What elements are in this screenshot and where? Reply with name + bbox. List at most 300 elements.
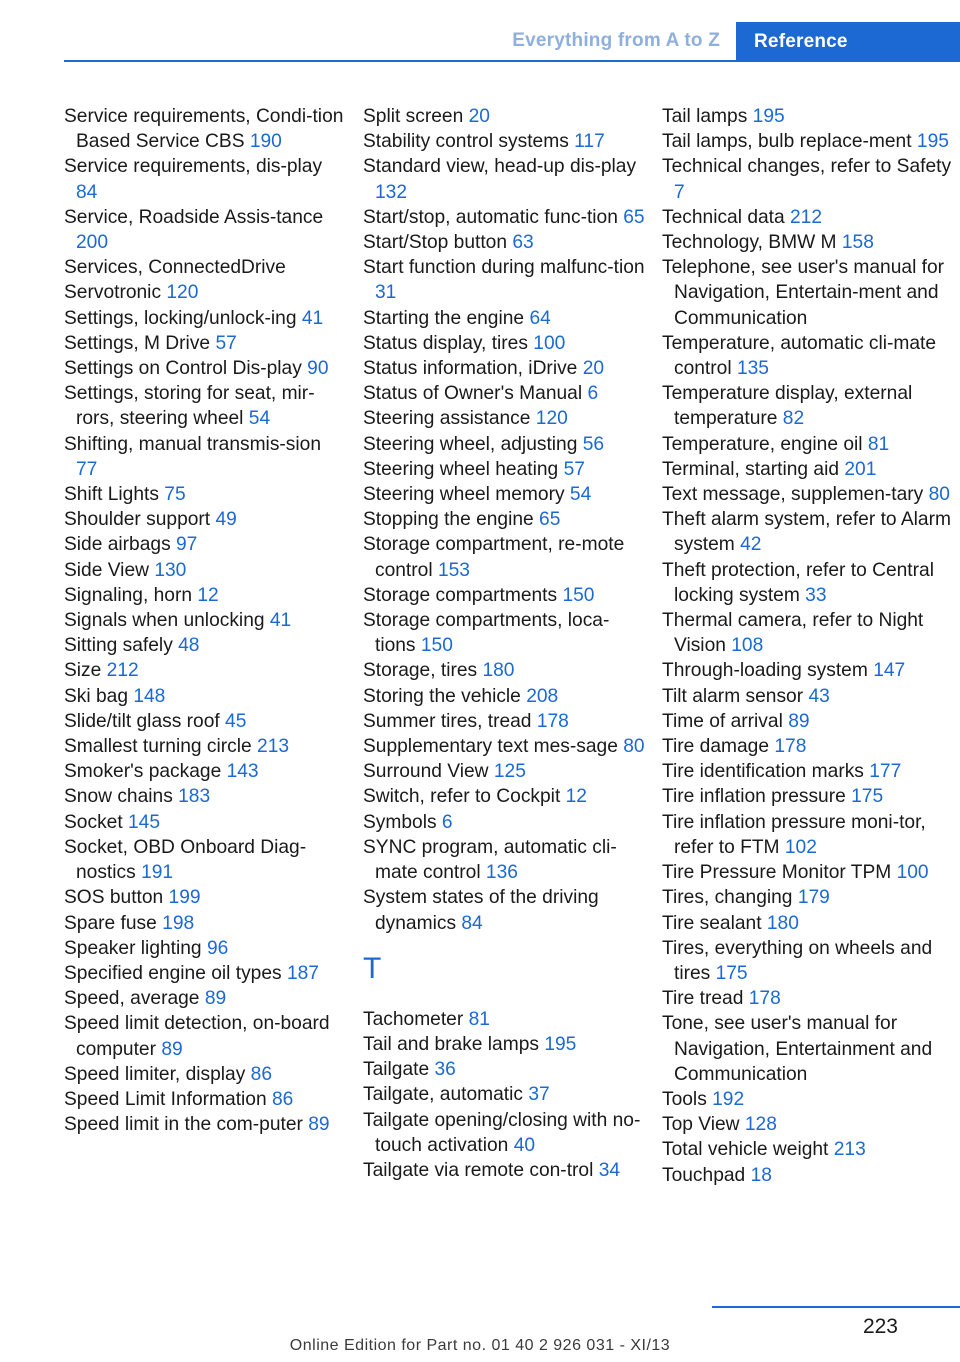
section-letter-t: T (363, 951, 382, 985)
index-entry-term: Sitting safely (64, 635, 173, 657)
index-entry-term: Telephone, see user's manual for Navigation, Entertain‐ment and Communication (662, 257, 945, 329)
index-entry (662, 885, 952, 910)
index-entry-page-link[interactable]: 57 (563, 458, 585, 480)
index-entry-page-link[interactable]: 183 (178, 786, 211, 808)
index-entry-term: Tilt alarm sensor (662, 685, 804, 707)
index-entry-term: Steering wheel, adjusting (363, 433, 578, 455)
index-entry-term: Signals when unlocking (64, 610, 265, 632)
index-entry-page-link[interactable]: 82 (782, 408, 805, 430)
index-entry-page-link[interactable]: 84 (76, 181, 98, 203)
index-entry-page-link[interactable]: 147 (873, 660, 906, 682)
index-entry-page-link[interactable]: 89 (204, 988, 227, 1010)
index-entry-page-link[interactable]: 63 (512, 232, 534, 254)
index-entry-term: Specified engine oil types (64, 962, 282, 984)
index-entry-page-link[interactable]: 158 (841, 232, 874, 254)
index-entry (662, 104, 952, 129)
index-entry-term: Symbols (363, 811, 437, 833)
index-entry-page-link[interactable]: 143 (226, 761, 259, 783)
index-entry-term: Standard view, head-up dis‐play (363, 156, 637, 178)
index-entry-page-link[interactable]: 178 (536, 710, 569, 732)
index-entry-term: Tire damage (662, 736, 770, 758)
index-entry-page-link[interactable]: 81 (468, 1008, 490, 1030)
index-entry-page-link[interactable]: 45 (225, 710, 247, 732)
index-entry-page-link[interactable]: 37 (528, 1084, 550, 1106)
index-entry-page-link[interactable]: 80 (623, 736, 645, 758)
index-entry-term: Speed Limit Information (64, 1088, 267, 1110)
index-entry (64, 961, 346, 986)
index-entry (363, 583, 645, 608)
index-entry (363, 205, 645, 230)
index-entry-term: Tire identification marks (662, 761, 864, 783)
index-entry-term: Technology, BMW M (662, 232, 837, 254)
index-entry-page-link[interactable]: 178 (774, 736, 807, 758)
index-entry-page-link[interactable]: 128 (744, 1114, 777, 1136)
index-entry-page-link[interactable]: 84 (461, 912, 483, 934)
index-entry-term: Theft alarm system, refer to Alarm system (662, 509, 951, 556)
index-entry-term: Settings on Control Dis‐play (64, 358, 302, 380)
index-entry (363, 658, 645, 683)
index-entry-term: Steering wheel memory (363, 484, 565, 506)
index-entry (363, 154, 645, 204)
index-entry (363, 1108, 645, 1158)
index-entry-page-link[interactable]: 198 (162, 912, 195, 934)
index-entry-term: Technical data (662, 206, 785, 228)
index-entry (64, 759, 346, 784)
index-entry (64, 532, 346, 557)
index-entry-term: Side View (64, 559, 149, 581)
index-entry (64, 507, 346, 532)
index-entry (662, 734, 952, 759)
index-entry-page-link[interactable]: 89 (308, 1114, 330, 1136)
index-entry (363, 457, 645, 482)
index-entry (662, 558, 952, 608)
index-entry-term: Steering assistance (363, 408, 531, 430)
index-entry (64, 280, 346, 305)
index-entry-term: Tachometer (363, 1008, 464, 1030)
index-entry-page-link[interactable]: 175 (851, 786, 884, 808)
index-entry-term: Storage compartments, loca‐tions (363, 610, 610, 657)
index-entry (64, 734, 346, 759)
index-entry (662, 684, 952, 709)
index-entry-page-link[interactable]: 7 (674, 181, 685, 203)
index-entry-term: Tires, everything on wheels and tires (662, 937, 933, 984)
index-entry-term: Summer tires, tread (363, 710, 532, 732)
index-entry-page-link[interactable]: 54 (248, 408, 271, 430)
index-entry-term: Supplementary text mes‐sage (363, 736, 618, 758)
index-entry (363, 381, 645, 406)
index-entry-page-link[interactable]: 120 (166, 282, 199, 304)
index-entry-term: Socket, OBD Onboard Diag‐nostics (64, 836, 307, 884)
index-entry-term: Stopping the engine (363, 509, 534, 531)
index-entry-term: Smallest turning circle (64, 736, 252, 758)
index-entry (662, 810, 952, 860)
header-rule (64, 60, 960, 62)
index-entry-page-link[interactable]: 65 (539, 509, 561, 531)
index-entry-term: Ski bag (64, 685, 128, 707)
index-entry-term: Speed limit detection, on‐board computer (64, 1013, 330, 1060)
index-entry (64, 154, 346, 204)
index-entry-term: Tailgate, automatic (363, 1084, 523, 1106)
index-entry (662, 911, 952, 936)
index-entry-term: Smoker's package (64, 761, 222, 783)
index-entry-term: Storing the vehicle (363, 685, 521, 707)
index-entry (363, 104, 645, 129)
index-entry (64, 784, 346, 809)
index-entry-term: Status of Owner's Manual (363, 383, 583, 405)
index-entry (64, 356, 346, 381)
index-entry-page-link[interactable]: 56 (582, 433, 605, 455)
index-column-2 (363, 104, 645, 1183)
index-entry (64, 885, 346, 910)
index-entry (662, 129, 952, 154)
index-entry-page-link[interactable]: 179 (797, 887, 830, 909)
index-entry-page-link[interactable]: 187 (286, 962, 319, 984)
index-entry-page-link[interactable]: 100 (533, 332, 566, 354)
index-entry-term: Touchpad (662, 1164, 746, 1186)
index-entry-page-link[interactable]: 180 (482, 660, 515, 682)
index-entry (662, 381, 952, 431)
index-entry (662, 1112, 952, 1137)
index-entry (363, 1057, 645, 1082)
index-entry-page-link[interactable]: 108 (731, 635, 764, 657)
index-column-3 (662, 104, 952, 1188)
index-entry-page-link[interactable]: 148 (133, 685, 166, 707)
index-entry (662, 709, 952, 734)
header-tab-reference: Reference (736, 22, 960, 62)
index-entry (363, 1007, 645, 1032)
index-entry-page-link[interactable]: 117 (574, 131, 605, 153)
index-entry-page-link[interactable]: 192 (712, 1088, 745, 1110)
index-entry (363, 331, 645, 356)
index-entry (363, 306, 645, 331)
index-entry-page-link[interactable]: 20 (582, 358, 605, 380)
index-entry-page-link[interactable]: 195 (752, 106, 785, 127)
index-entry (363, 1082, 645, 1107)
index-entry-page-link[interactable]: 153 (437, 559, 470, 581)
index-entry (363, 406, 645, 431)
index-entry-page-link[interactable]: 191 (141, 862, 174, 884)
index-entry-term: Storage compartment, re‐mote control (363, 534, 625, 581)
index-entry-page-link[interactable]: 34 (598, 1159, 621, 1181)
index-entry-page-link[interactable]: 120 (535, 408, 568, 430)
index-entry (363, 482, 645, 507)
index-entry-page-link[interactable]: 178 (748, 988, 781, 1010)
index-entry-term: Tire Pressure Monitor TPM (662, 862, 892, 884)
index-entry-term: Tail and brake lamps (363, 1033, 539, 1055)
index-entry-page-link[interactable]: 177 (869, 761, 902, 783)
index-entry-page-link[interactable]: 48 (178, 635, 200, 657)
index-entry-page-link[interactable]: 150 (420, 635, 453, 657)
index-entry-page-link[interactable]: 77 (76, 458, 98, 480)
index-entry-page-link[interactable]: 190 (249, 131, 282, 153)
index-entry (662, 432, 952, 457)
index-entry-page-link[interactable]: 6 (441, 811, 453, 833)
index-entry (662, 154, 952, 204)
index-entry-term: Speed limit in the com‐puter (64, 1114, 303, 1136)
index-entry (64, 583, 346, 608)
index-entry (363, 608, 645, 658)
index-entry (64, 432, 346, 482)
index-entry-term: Split screen (363, 106, 464, 127)
index-entry-page-link[interactable]: 49 (215, 509, 237, 531)
index-entry (64, 306, 346, 331)
index-entry-page-link[interactable]: 130 (154, 559, 187, 581)
index-entry-term: Temperature display, external temperature (662, 383, 913, 430)
index-entry-page-link[interactable]: 12 (197, 584, 219, 606)
index-entry (64, 205, 346, 255)
index-entry (64, 936, 346, 961)
index-entry (64, 633, 346, 658)
index-entry-page-link[interactable]: 102 (784, 836, 817, 858)
index-entry (363, 835, 645, 885)
index-entry-page-link[interactable]: 100 (896, 862, 929, 884)
index-entry (363, 810, 645, 835)
index-entry-term: Service, Roadside Assis‐tance (64, 206, 324, 228)
index-entry-page-link[interactable]: 213 (833, 1139, 866, 1161)
index-entry-term: Steering wheel heating (363, 458, 559, 480)
index-entry-term: Storage, tires (363, 660, 478, 682)
index-entry-term: Speaker lighting (64, 937, 202, 959)
index-entry-page-link[interactable]: 12 (565, 786, 587, 808)
index-entry-page-link[interactable]: 64 (529, 307, 551, 329)
index-entry (64, 608, 346, 633)
index-entry (662, 255, 952, 331)
index-entry (363, 784, 645, 809)
index-entry-term: Tailgate via remote con‐trol (363, 1159, 594, 1181)
index-entry (64, 1011, 346, 1061)
index-entry (64, 810, 346, 835)
index-entry-page-link[interactable]: 75 (164, 484, 186, 506)
index-entry-page-link[interactable]: 195 (544, 1033, 577, 1055)
index-entry-page-link[interactable]: 43 (808, 685, 830, 707)
index-entry-term: Speed, average (64, 988, 200, 1010)
index-entry (64, 482, 346, 507)
index-entry (64, 709, 346, 734)
index-entry-term: Top View (662, 1114, 740, 1136)
index-entry (363, 885, 645, 935)
index-entry (662, 1137, 952, 1162)
index-entry-page-link[interactable]: 33 (805, 584, 827, 606)
page-number: 223 (862, 1315, 898, 1338)
index-entry (662, 936, 952, 986)
index-entry-page-link[interactable]: 150 (562, 584, 595, 606)
index-entry (662, 1163, 952, 1188)
index-entry-page-link[interactable]: 89 (161, 1038, 183, 1060)
index-entry (64, 684, 346, 709)
index-entry (662, 1087, 952, 1112)
index-entry-page-link[interactable]: 125 (493, 761, 526, 783)
index-entry (363, 129, 645, 154)
index-entry (662, 507, 952, 557)
index-entry (662, 860, 952, 885)
index-entry-term: Settings, locking/unlock‐ing (64, 307, 297, 329)
index-entry-term: Surround View (363, 761, 489, 783)
index-entry (363, 507, 645, 532)
index-entry-term: Spare fuse (64, 912, 157, 934)
index-entry-term: Slide/tilt glass roof (64, 710, 220, 732)
index-entry-term: Tires, changing (662, 887, 793, 909)
index-entry-term: Speed limiter, display (64, 1063, 246, 1085)
index-entry (363, 759, 645, 784)
index-entry-page-link[interactable]: 135 (736, 358, 769, 380)
index-entry (363, 1158, 645, 1183)
index-entry-term: Signaling, horn (64, 584, 193, 606)
index-entry-term: Settings, M Drive (64, 332, 211, 354)
index-entry-term: Tone, see user's manual for Navigation, Entertainment and Communication (662, 1013, 933, 1085)
index-entry-term: Tire inflation pressure (662, 786, 846, 808)
index-entry-term: Text message, supplemen‐tary (662, 484, 924, 506)
index-entry-term: Technical changes, refer to Safety (662, 156, 952, 178)
index-entry-page-link[interactable]: 212 (790, 206, 823, 228)
index-entry-term: Switch, refer to Cockpit (363, 786, 561, 808)
index-entry-term: SOS button (64, 887, 164, 909)
index-column-1 (64, 104, 346, 1137)
index-entry (363, 734, 645, 759)
index-entry-term: Shifting, manual transmis‐sion (64, 433, 322, 455)
index-entry (64, 1112, 346, 1137)
index-entry-term: Temperature, engine oil (662, 433, 863, 455)
index-entry (363, 356, 645, 381)
index-entry (363, 255, 645, 305)
index-entry (64, 558, 346, 583)
index-entry (64, 658, 346, 683)
index-entry-term: Tire inflation pressure moni‐tor, refer to FTM (662, 811, 926, 858)
index-entry-page-link[interactable]: 201 (844, 458, 877, 480)
index-entry-term: Tailgate opening/closing with no-touch activation (363, 1109, 641, 1156)
index-entry-term: Socket (64, 811, 123, 833)
index-entry-term: Tire sealant (662, 912, 762, 934)
index-entry-term: Tire tread (662, 988, 744, 1010)
index-entry-term: Start function during malfunc‐tion (363, 257, 645, 279)
index-entry-term: Shoulder support (64, 509, 211, 531)
index-entry-page-link[interactable]: 212 (106, 660, 139, 682)
index-entry-term: Temperature, automatic cli‐mate control (662, 332, 937, 380)
index-entry-page-link[interactable]: 175 (715, 962, 748, 984)
index-entry-page-link[interactable]: 180 (766, 912, 799, 934)
index-entry-page-link[interactable]: 96 (206, 937, 229, 959)
index-entry (64, 835, 346, 885)
index-entry (662, 759, 952, 784)
index-entry-page-link[interactable]: 41 (269, 610, 292, 632)
index-entry-page-link[interactable]: 208 (526, 685, 559, 707)
index-entry-page-link[interactable]: 200 (76, 232, 109, 254)
index-entry (662, 1011, 952, 1087)
index-entry-page-link[interactable]: 65 (623, 206, 645, 228)
index-entry-page-link[interactable]: 40 (513, 1134, 536, 1156)
index-entry (662, 986, 952, 1011)
index-entry (363, 532, 645, 582)
index-entry (64, 1062, 346, 1087)
index-entry-page-link[interactable]: 86 (271, 1088, 294, 1110)
index-entry (662, 331, 952, 381)
index-entry-page-link[interactable]: 18 (750, 1164, 772, 1186)
index-entry-page-link[interactable]: 97 (176, 534, 198, 556)
index-entry-page-link[interactable]: 145 (128, 811, 161, 833)
index-entry-term: Starting the engine (363, 307, 525, 329)
footer-rule (712, 1306, 960, 1308)
index-entry-page-link[interactable]: 199 (168, 887, 201, 909)
index-entry (64, 331, 346, 356)
index-entry-term: Storage compartments (363, 584, 558, 606)
index-entry-page-link[interactable]: 41 (301, 307, 324, 329)
index-entry (363, 1032, 645, 1057)
index-entry-term: Services, ConnectedDrive (64, 257, 286, 279)
index-entry-term: Terminal, starting aid (662, 458, 840, 480)
index-entry-term: Through-loading system (662, 660, 868, 682)
index-entry-term: Status information, iDrive (363, 358, 578, 380)
index-entry-term: Service requirements, Condi‐tion Based Service CBS (64, 106, 344, 153)
index-entry-term: Servotronic (64, 282, 162, 304)
index-entry-term: Thermal camera, refer to Night Vision (662, 610, 924, 657)
index-entry-term: Side airbags (64, 534, 171, 556)
index-entry-page-link[interactable]: 86 (250, 1063, 272, 1085)
header-section-title: Everything from A to Z (512, 30, 720, 51)
index-entry-page-link[interactable]: 195 (916, 131, 949, 153)
index-entry (363, 684, 645, 709)
index-entry-term: Size (64, 660, 102, 682)
index-entry-term: Start/Stop button (363, 232, 507, 254)
index-entry-page-link[interactable]: 90 (307, 358, 329, 380)
index-entry-term: System states of the driving dynamics (363, 887, 599, 934)
index-entry (662, 457, 952, 482)
index-entry-page-link[interactable]: 80 (928, 484, 950, 506)
index-entry (64, 255, 346, 280)
index-entry-term: Tail lamps (662, 106, 748, 127)
index-entry-term: Tools (662, 1088, 707, 1110)
index-entry-page-link[interactable]: 89 (788, 710, 810, 732)
index-entry (363, 709, 645, 734)
index-entry-term: SYNC program, automatic cli‐mate control (363, 836, 617, 884)
index-entry (662, 482, 952, 507)
index-entry-term: Snow chains (64, 786, 173, 808)
footer-edition-text: Online Edition for Part no. 01 40 2 926 031 - XI/13 (289, 1337, 671, 1354)
index-entry (662, 230, 952, 255)
index-entry (64, 1087, 346, 1112)
index-entry-term: Tail lamps, bulb replace‐ment (662, 131, 912, 153)
index-entry-term: Tailgate (363, 1059, 430, 1081)
index-entry (662, 608, 952, 658)
index-entry (64, 911, 346, 936)
index-entry-page-link[interactable]: 213 (257, 736, 290, 758)
index-entry-page-link[interactable]: 81 (867, 433, 890, 455)
index-entry (662, 784, 952, 809)
index-entry-page-link[interactable]: 132 (375, 181, 408, 203)
index-entry-page-link[interactable]: 57 (215, 332, 237, 354)
index-entry-term: Total vehicle weight (662, 1139, 829, 1161)
index-entry-term: Start/stop, automatic func‐tion (363, 206, 618, 228)
index-entry-term: Service requirements, dis‐play (64, 156, 323, 178)
index-entry (662, 205, 952, 230)
index-entry (64, 104, 346, 154)
index-entry-term: Shift Lights (64, 484, 159, 506)
index-entry-page-link[interactable]: 31 (375, 282, 397, 304)
index-entry-term: Time of arrival (662, 710, 783, 732)
index-entry-term: Theft protection, refer to Central locking system (662, 559, 934, 606)
index-entry-page-link[interactable]: 20 (468, 106, 490, 127)
index-entry (64, 986, 346, 1011)
index-entry-page-link[interactable]: 6 (587, 383, 599, 405)
index-entry-page-link[interactable]: 54 (569, 484, 592, 506)
index-entry (662, 658, 952, 683)
index-entry (363, 230, 645, 255)
index-entry-page-link[interactable]: 136 (485, 862, 518, 884)
index-entry-page-link[interactable]: 42 (740, 534, 762, 556)
index-entry (64, 381, 346, 431)
index-entry-page-link[interactable]: 36 (434, 1059, 456, 1081)
index-entry-term: Settings, storing for seat, mir‐rors, steering wheel (64, 383, 315, 430)
index-entry-term: Stability control systems (363, 131, 569, 153)
index-entry-term: Status display, tires (363, 332, 528, 354)
